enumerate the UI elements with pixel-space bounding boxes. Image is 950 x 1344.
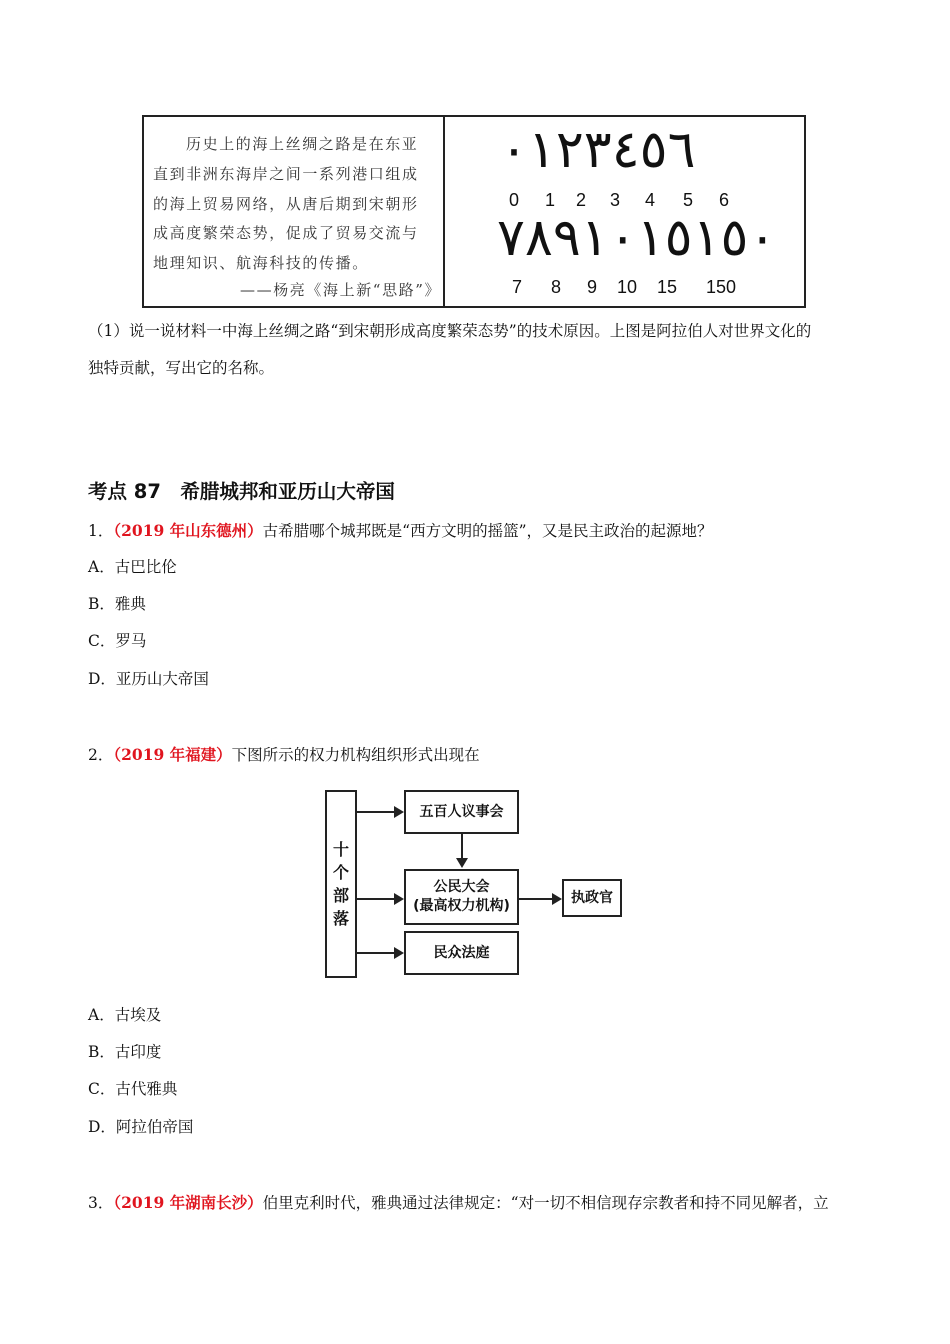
poem-line-2: 直到非洲东海岸之间一系列港口组成: [153, 165, 419, 183]
question-text: 下图所示的权力机构组织形式出现在: [231, 746, 480, 764]
arabic-numerals-row-1: ٠١٢٣٤٥٦: [500, 120, 696, 180]
question-text: 伯里克利时代，雅典通过法律规定：“对一切不相信现存宗教者和持不同见解者，立: [262, 1194, 829, 1212]
digit-label: 2: [576, 190, 587, 210]
digit-label: 5: [683, 190, 694, 210]
council-box: [404, 790, 519, 834]
option-c: C．罗马: [88, 632, 147, 650]
question-source: （2019 年福建）: [113, 745, 232, 764]
digit-label: 9: [587, 277, 598, 297]
connector-line: [461, 834, 463, 859]
intro-question-line-2: 独特贡献，写出它的名称。: [88, 359, 275, 377]
arrow-head-icon: [394, 947, 404, 959]
arabic-numerals-row-2: ٧٨٩١٠١٥١٥٠: [497, 208, 777, 268]
question-source: （2019 年山东德州）: [113, 521, 263, 540]
connector-line: [357, 952, 394, 954]
court-label: 民众法庭: [433, 944, 490, 961]
assembly-label: 公民大会: [433, 879, 490, 896]
option-d: D．亚历山大帝国: [88, 670, 209, 688]
arrow-head-icon: [552, 893, 562, 905]
poem-line-3: 的海上贸易网络，从唐后期到宋朝形: [153, 195, 419, 213]
poem-line-4: 成高度繁荣态势，促成了贸易交流与: [153, 224, 419, 242]
court-box: [404, 931, 519, 975]
tribes-char: 落: [332, 909, 349, 929]
question-number: 1．: [88, 522, 114, 540]
ten-tribes-box: [325, 790, 357, 978]
arrow-head-icon: [394, 893, 404, 905]
arrow-head-icon: [394, 806, 404, 818]
digit-label: 8: [551, 277, 562, 297]
intro-question-line-1: （1）说一说材料一中海上丝绸之路“到宋朝形成高度繁荣态势”的技术原因。上图是阿拉伯人对世界文化的: [88, 322, 812, 340]
assembly-sublabel: (最高权力机构): [413, 898, 510, 914]
question-number: 3．: [88, 1194, 114, 1212]
question-source: （2019 年湖南长沙）: [113, 1193, 263, 1212]
poem-line-5: 地理知识、航海科技的传播。: [153, 254, 369, 272]
digit-label: 10: [617, 277, 638, 297]
question-3-stem: [88, 1195, 829, 1212]
poem-attribution: ——杨亮《海上新“思路”》: [240, 281, 442, 299]
option-a: A．古埃及: [88, 1006, 162, 1024]
archon-label: 执政官: [571, 889, 613, 906]
digit-label: 0: [509, 190, 520, 210]
connector-line: [519, 898, 552, 900]
digit-label: 3: [610, 190, 621, 210]
question-number: 2．: [88, 746, 114, 764]
digit-label: 6: [719, 190, 730, 210]
digit-label: 150: [706, 277, 737, 297]
option-d: D．阿拉伯帝国: [88, 1118, 194, 1136]
option-a: A．古巴比伦: [88, 558, 177, 576]
section-title: 考点 87 希腊城邦和亚历山大帝国: [88, 480, 395, 503]
tribes-char: 个: [332, 862, 349, 882]
council-label: 五百人议事会: [419, 803, 504, 820]
connector-line: [357, 898, 394, 900]
digit-label: 15: [657, 277, 678, 297]
poem-line-1: 历史上的海上丝绸之路是在东亚: [186, 135, 419, 153]
option-b: B．古印度: [88, 1043, 162, 1061]
option-c: C．古代雅典: [88, 1080, 178, 1098]
digit-label: 4: [645, 190, 656, 210]
tribes-char: 部: [332, 886, 349, 905]
arrow-head-icon: [456, 858, 468, 868]
assembly-box: [404, 869, 519, 925]
option-b: B．雅典: [88, 595, 146, 613]
figure-divider: [443, 115, 445, 308]
question-text: 古希腊哪个城邦既是“西方文明的摇篮”，又是民主政治的起源地？: [262, 522, 713, 540]
connector-line: [357, 811, 394, 813]
digit-label: 1: [545, 190, 556, 210]
question-1-stem: [88, 523, 713, 540]
digit-label: 7: [512, 277, 523, 297]
question-2-stem: [88, 747, 480, 764]
tribes-char: 十: [332, 839, 349, 859]
archon-box: [562, 879, 622, 917]
